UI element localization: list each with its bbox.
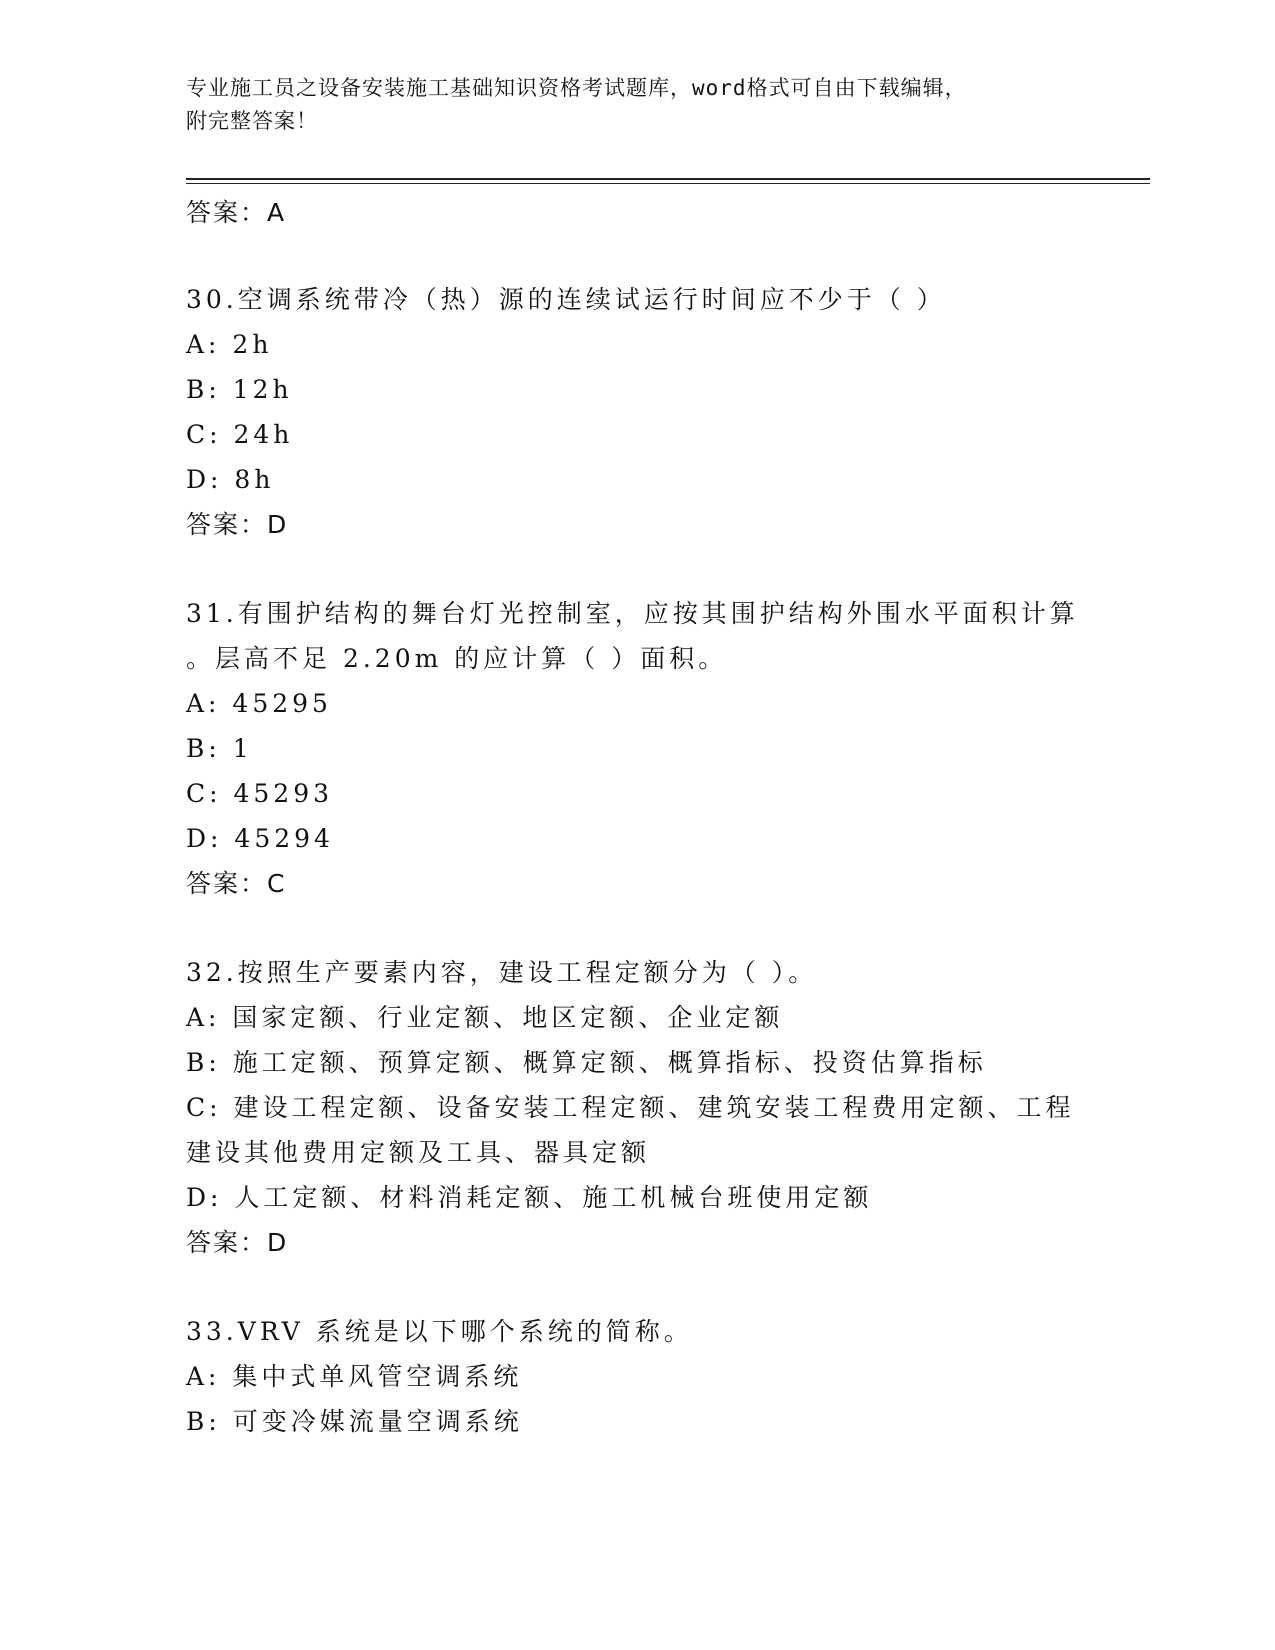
option-c: C: 24h (186, 420, 294, 449)
question-item (186, 950, 1086, 1265)
header-divider-thin (186, 183, 1150, 184)
option-d: D: 45294 (186, 824, 334, 853)
option-c: C: 45293 (186, 779, 334, 808)
option-b: B: 12h (186, 375, 293, 404)
spacer (186, 547, 1086, 591)
question-item (186, 591, 1086, 906)
option-b: B: 施工定额、预算定额、概算定额、概算指标、投资估算指标 (186, 1048, 987, 1077)
option-d: D: 8h (186, 465, 275, 494)
spacer (186, 235, 1086, 277)
question-list (186, 190, 1086, 1444)
question-text: 30.空调系统带冷（热）源的连续试运行时间应不少于（ ） (186, 285, 946, 314)
answer-line: 答案：D (186, 1228, 289, 1257)
option-a: A: 45295 (186, 689, 332, 718)
option-c: C: 建设工程定额、设备安装工程定额、建筑安装工程费用定额、工程 (186, 1093, 1075, 1122)
header-divider-thick (186, 178, 1150, 180)
option-a: A: 国家定额、行业定额、地区定额、企业定额 (186, 1003, 784, 1032)
question-text-continued: 。层高不足 2.20m 的应计算（ ）面积。 (186, 644, 728, 673)
option-a: A: 2h (186, 330, 273, 359)
answer-line: 答案：C (186, 869, 287, 898)
option-c-continued: 建设其他费用定额及工具、器具定额 (186, 1138, 651, 1167)
spacer (186, 906, 1086, 950)
document-header (186, 72, 1086, 138)
spacer (186, 1265, 1086, 1309)
question-item (186, 1309, 1086, 1444)
question-text: 31.有围护结构的舞台灯光控制室，应按其围护结构外围水平面积计算 (186, 599, 1079, 628)
previous-answer: 答案：A (186, 198, 287, 227)
header-line-2: 附完整答案！ (186, 109, 318, 133)
option-b: B: 可变冷媒流量空调系统 (186, 1407, 523, 1436)
option-b: B: 1 (186, 734, 253, 763)
question-text: 33.VRV 系统是以下哪个系统的简称。 (186, 1317, 693, 1346)
question-text: 32.按照生产要素内容，建设工程定额分为（ ）。 (186, 958, 818, 987)
header-line-1: 专业施工员之设备安装施工基础知识资格考试题库，word格式可自由下载编辑， (186, 76, 967, 100)
answer-line: 答案：D (186, 510, 289, 539)
question-item (186, 277, 1086, 547)
option-d: D: 人工定额、材料消耗定额、施工机械台班使用定额 (186, 1183, 873, 1212)
option-a: A: 集中式单风管空调系统 (186, 1362, 523, 1391)
